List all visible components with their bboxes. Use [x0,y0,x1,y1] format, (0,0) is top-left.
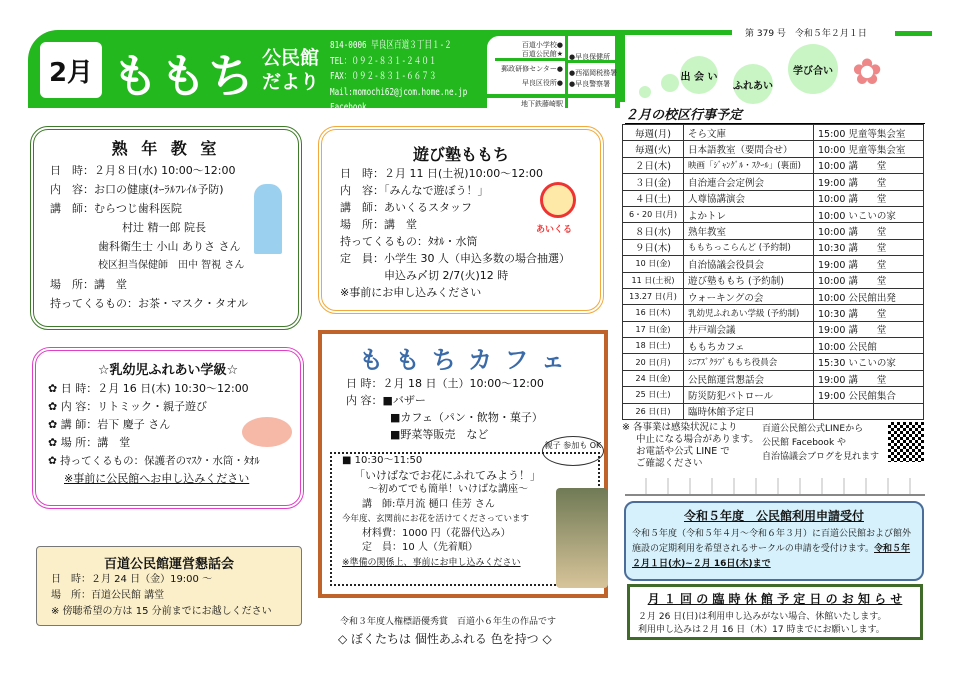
map-label: 百道公民館★ [521,50,563,58]
access-map [487,36,618,108]
schedule-time-place: 19:00 講 堂 [814,256,924,272]
schedule-event: 井戸端会議 [684,321,814,337]
schedule-time-place: 10:30 講 堂 [814,239,924,255]
schedule-event: 乳幼児ふれあい学級 (予約制) [684,305,814,321]
tel: TEL：０９２-８３１-２４０１ [330,55,437,67]
bubble-fureai: ふれあい [733,64,773,104]
schedule-date: 26 日(日) [623,403,684,419]
items-line: 持ってくるもの：保護者のﾏｽｸ・水筒・ﾀｵﾙ [60,455,260,467]
schedule-event: 公民館運営懇話会 [684,370,814,386]
content-line: ■野菜等販売 など [390,428,489,441]
schedule-time-place: 10:00 児童等集会室 [814,141,924,157]
fax: FAX：０９２-８３１-６６７３ [330,71,437,82]
schedule-row [623,223,924,239]
map-label: 地下鉄藤崎駅 [521,100,563,108]
instructor-line: 村辻 精一郎 院長 [122,221,206,234]
jukunen-kyoshitsu-box [30,126,302,330]
map-label: 郵政研修センター● [501,65,563,73]
schedule-date: 6・20 日(月) [623,206,684,222]
address: 814-0006 早良区百道３丁目１-２ [330,40,452,51]
schedule-row [623,190,924,206]
ikebana-subtitle: ～初めてでも簡単！いけばな講座～ [368,484,528,495]
instructor-line: 歯科衛生士 小山 ありさ さん [98,240,241,253]
divider [620,30,732,35]
schedule-time-place: 10:00 公民館出発 [814,288,924,304]
nyuyouji-box: ☆乳幼児ふれあい学級☆ ✿ 日 時：２月 16 日(木) 10:30～12:00 ✿ 内 容：リトミック・親子遊び ✿ 講 師：岩下 慶子 さん ✿ 場 所：講 堂 ✿ 持ってくるもの：保護者のﾏｽｸ・水筒・ﾀｵﾙ ※事前に公民館へお申し込みください [32,347,304,509]
schedule-event: 人尊協講演会 [684,190,814,206]
note-line: ※ 傍聴希望の方は 15 分前までにお越しください [51,606,272,617]
divider [620,30,625,102]
schedule-date: 毎週(火) [623,141,684,157]
schedule-event: ももちっこらんど (予約制) [684,239,814,255]
schedule-date: 18 日(土) [623,338,684,354]
note-line: ご確認ください [636,458,703,469]
riyou-shinsei-box [624,501,924,581]
qr-code[interactable] [888,422,924,462]
deco-bubble [661,74,679,92]
kondankai-title: 百道公民館運営懇話会 [103,557,234,572]
schedule-row [623,141,924,157]
content-line: ■カフェ（パン・飲物・菓子） [390,411,543,424]
ikebana-title: 「いけばなでお花にふれてみよう！」 [354,468,541,482]
riyou-body [632,527,916,572]
date-line: 日 時：２月８日(水) 10:00～12:00 [50,164,236,177]
schedule-date: 16 日(木) [623,305,684,321]
divider [895,31,932,36]
nyuyouji-title: ☆乳幼児ふれあい学級☆ [97,363,239,378]
instructor-line: 校区担当保健師 田中 智視 さん [98,260,245,271]
schedule-row [623,321,924,337]
ikebana-time: ■ 10:30～11:50 [342,455,423,466]
instructor-line: 講 師：岩下 慶子 さん [60,418,171,431]
dentist-illustration [254,184,282,254]
schedule-table [622,124,924,420]
riyou-title: 令和５年度 公民館利用申請受付 [683,509,864,523]
note-line: ※準備の関係上、事前にお申し込みください [342,557,521,568]
schedule-event: ウォーキングの会 [684,288,814,304]
schedule-time-place: 19:00 講 堂 [814,174,924,190]
line-info-text: 百道公民館公式LINEから [762,424,864,434]
schedule-row [623,174,924,190]
ikebana-photo [556,488,608,588]
schedule-time-place: 15:00 児童等集会室 [814,125,924,141]
schedule-row [623,157,924,173]
place-line: 場 所：講 堂 [340,218,417,231]
schedule-event: 日本語教室（要問合せ） [684,141,814,157]
fee-line: 材料費：1000 円（花器代込み） [362,527,511,539]
instructor-line: 講 師：あいくるスタッフ [340,201,472,214]
email-link[interactable]: Mail:momochi62@jcom.home.ne.jp [330,86,468,98]
date-line: 日 時：２月 24 日（金）19:00 ～ [51,574,213,585]
content-line: 内 容：お口の健康(ｵｰﾗﾙﾌﾚｲﾙ予防) [50,183,224,196]
schedule-event: よかトレ [684,206,814,222]
date-line: 日 時：２月 11 日(土祝)10:00～12:00 [340,167,543,180]
schedule-event: ｼﾆｱｽﾞｸﾗﾌﾞももち役員会 [684,354,814,370]
issue-number-date: 第 379 号 令和５年２月１日 [745,29,867,39]
schedule-row [623,387,924,403]
schedule-event: 遊び塾ももち (予約制) [684,272,814,288]
line-info-text: 公民館 Facebook や [762,438,847,448]
balloon-family-ok: 親子 参加も OK [542,436,604,466]
line-info-text: 自治協議会ブログを見れます [762,452,880,462]
kyukan-notice-box [627,584,923,640]
map-label: 百道小学校● [521,41,563,49]
schedule-date: ４日(土) [623,190,684,206]
deco-bubble [639,86,651,98]
schedule-row [623,305,924,321]
map-label: ●西福岡税務署 [569,69,618,77]
content-line: 内 容：■バザー [346,394,426,407]
schedule-time-place: 10:30 講 堂 [814,305,924,321]
items-line: 持ってくるもの：お茶・マスク・タオル [50,297,248,310]
contact-info [330,38,467,116]
schedule-date: 毎週(月) [623,125,684,141]
line-info [762,422,879,464]
plum-bird-illustration: ✿ [852,52,883,93]
bubble-deai: 出 会 い [680,56,718,94]
schedule-event: 熟年教室 [684,223,814,239]
schedule-time-place: 10:00 公民館 [814,338,924,354]
jukunen-title: 熟 年 教 室 [111,139,221,158]
ikebana-note: 今年度、玄関前にお花を活けてくださっています [342,514,530,524]
date-line: 日 時：２月 18 日（土）10:00～12:00 [346,377,544,390]
asobi-juku-box [318,126,604,314]
schedule-row [623,239,924,255]
schedule-time-place: 15:30 いこいの家 [814,354,924,370]
deadline-line: 申込み〆切 2/7(火)12 時 [384,269,509,282]
schedule-event: ももちカフェ [684,338,814,354]
momochi-cafe-box [318,330,608,598]
asobi-title: 遊び塾ももち [412,145,509,164]
newsletter-title: ももち [112,49,256,103]
note-line: 中止になる場合があります。 [636,434,759,445]
schedule-title: ２月の校区行事予定 [625,104,925,124]
schedule-time-place: 10:00 講 堂 [814,272,924,288]
schedule-event: 臨時休館予定日 [684,403,814,419]
capacity-line: 定 員：10 人（先着順） [362,542,478,553]
schedule-row [623,206,924,222]
map-label: ●早良保健所 [569,53,611,61]
schedule-row [623,403,924,419]
schedule-row [623,370,924,386]
schedule-date: 24 日(金) [623,370,684,386]
schedule-time-place: 19:00 公民館集合 [814,387,924,403]
schedule-date: 20 日(月) [623,354,684,370]
schedule-event: 自治連合会定例会 [684,174,814,190]
schedule-row [623,354,924,370]
schedule-event: 映画「ｼﾞｬﾝｸﾞﾙ・ｽｸｰﾙ」(裏面) [684,157,814,173]
note-line: ※事前にお申し込みください [340,286,482,299]
month-label: 2月 [40,42,102,98]
town-illustration [625,478,925,496]
items-line: 持ってくるもの：ﾀｵﾙ・水筒 [340,235,478,248]
kyukan-title: 月 １ 回 の 臨 時 休 館 予 定 日 の お 知 ら せ [647,592,903,606]
poem-text: ◇ ぼくたちは 個性あふれる 色を持つ ◇ [338,632,552,646]
poem-caption: 令和３年度人権標語優秀賞 百道小６年生の作品です [340,617,557,627]
content-line: 内 容：リトミック・親子遊び [60,400,207,413]
facebook-link[interactable]: Facebook [330,102,367,113]
note-line: ※ 各事業は感染状況により [622,422,738,433]
capacity-line: 定 員：小学生 30 人（申込多数の場合抽選） [340,252,570,265]
kondankai-scroll [36,546,302,626]
date-line: 日 時：２月 16 日(木) 10:30～12:00 [60,382,249,395]
schedule-date: 13.27 日(月) [623,288,684,304]
note-line: ※事前に公民館へお申し込みください [64,472,250,485]
schedule-date: ８日(水) [623,223,684,239]
schedule-date: ３日(金) [623,174,684,190]
riyou-deadline: 令和５年２月１日(水)~２月 16日(木)まで [632,544,911,569]
kyukan-line: 利用申し込みは２月 16 日（木）17 時までにお願いします。 [638,625,885,635]
schedule-time-place: 10:00 講 堂 [814,157,924,173]
content-line: 内 容：「みんなで遊ぼう！」 [340,184,489,197]
schedule-date: ２日(木) [623,157,684,173]
schedule-event: そら文庫 [684,125,814,141]
schedule-row [623,125,924,141]
schedule-time-place: 19:00 講 堂 [814,321,924,337]
subtitle-1: 公民館 [262,47,320,69]
schedule-date: 25 日(土) [623,387,684,403]
schedule-row [623,256,924,272]
schedule-time-place: 10:00 講 堂 [814,190,924,206]
schedule-note [622,422,759,470]
aikuru-logo [540,182,576,218]
cafe-title: も も ち カ フ ェ [359,346,567,374]
instructor-line: 講 師:草月流 樋口 佳芳 さん [362,498,495,510]
schedule-time-place: 10:00 いこいの家 [814,206,924,222]
place-line: 場 所：百道公民館 講堂 [51,590,165,601]
kyukan-line: ２月 26 日(日)は利用申し込みがない場合、休館いたします。 [638,612,887,622]
schedule-date: 11 日(土祝) [623,272,684,288]
schedule-row [623,272,924,288]
schedule-time-place [814,403,924,419]
schedule-date: ９日(木) [623,239,684,255]
place-line: 場 所：講 堂 [50,278,127,291]
schedule-time-place: 19:00 講 堂 [814,370,924,386]
schedule-time-place: 10:00 講 堂 [814,223,924,239]
schedule-row [623,338,924,354]
map-label: ●早良警察署 [569,80,611,88]
aikuru-logo-text: あいくる [536,225,573,235]
schedule-row [623,288,924,304]
map-label: 早良区役所● [521,79,563,87]
place-line: 場 所：講 堂 [60,436,131,449]
schedule-date: 17 日(金) [623,321,684,337]
instructor-line: 講 師：むらつじ歯科医院 [50,202,182,215]
schedule-date: 10 日(金) [623,256,684,272]
note-line: お電話や公式 LINE で [636,446,730,457]
schedule-event: 自治協議会役員会 [684,256,814,272]
subtitle-2: だより [262,71,320,93]
riyou-body-text: 令和５年度（令和５年４月～令和６年３月）に百道公民館および館外施設の定期利用を希望されるサークルの申請を受付けます。 [632,529,912,554]
schedule-event: 防災防犯パトロール [684,387,814,403]
newsletter-subtitle [262,46,319,94]
bubble-manabiai: 学び合い [788,44,838,94]
